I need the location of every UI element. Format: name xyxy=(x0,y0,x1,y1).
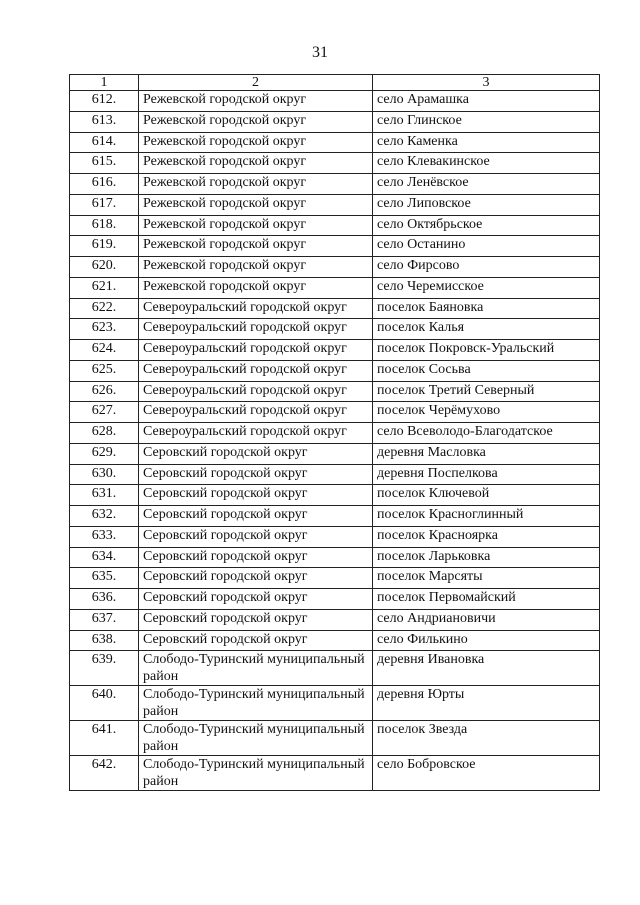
table-row xyxy=(70,721,600,756)
row-number-cell: 627. xyxy=(70,402,139,423)
settlement-cell: село Останино xyxy=(373,236,600,257)
municipality-cell: Режевской городской округ xyxy=(139,277,373,298)
row-number-cell: 641. xyxy=(70,721,139,756)
settlement-cell: село Глинское xyxy=(373,111,600,132)
row-number-cell: 639. xyxy=(70,651,139,686)
municipality-cell: Североуральский городской округ xyxy=(139,360,373,381)
settlement-cell: поселок Марсяты xyxy=(373,568,600,589)
row-number-cell: 623. xyxy=(70,319,139,340)
municipality-cell: Североуральский городской округ xyxy=(139,298,373,319)
municipality-cell: Режевской городской округ xyxy=(139,257,373,278)
table-row xyxy=(70,526,600,547)
municipality-cell: Серовский городской округ xyxy=(139,609,373,630)
table-row xyxy=(70,236,600,257)
row-number-cell: 622. xyxy=(70,298,139,319)
municipality-cell: Серовский городской округ xyxy=(139,589,373,610)
municipality-cell: Серовский городской округ xyxy=(139,443,373,464)
settlement-cell: село Филькино xyxy=(373,630,600,651)
municipality-cell: Режевской городской округ xyxy=(139,236,373,257)
municipality-cell: Слободо-Туринский муниципальный район xyxy=(139,721,373,756)
row-number-cell: 638. xyxy=(70,630,139,651)
table-row xyxy=(70,630,600,651)
page-number: 31 xyxy=(312,44,328,61)
municipality-cell: Североуральский городской округ xyxy=(139,340,373,361)
municipality-cell: Слободо-Туринский муниципальный район xyxy=(139,651,373,686)
municipality-cell: Режевской городской округ xyxy=(139,215,373,236)
settlement-cell: поселок Красноярка xyxy=(373,526,600,547)
settlement-cell: деревня Юрты xyxy=(373,686,600,721)
municipality-cell: Режевской городской округ xyxy=(139,111,373,132)
settlement-cell: село Андриановичи xyxy=(373,609,600,630)
municipality-cell: Режевской городской округ xyxy=(139,132,373,153)
header-cell-number: 1 xyxy=(70,75,139,91)
table-row xyxy=(70,651,600,686)
table-row xyxy=(70,340,600,361)
municipality-cell: Режевской городской округ xyxy=(139,174,373,195)
table-row xyxy=(70,111,600,132)
settlement-cell: деревня Ивановка xyxy=(373,651,600,686)
table-row xyxy=(70,402,600,423)
row-number-cell: 630. xyxy=(70,464,139,485)
settlement-cell: село Клевакинское xyxy=(373,153,600,174)
municipality-cell: Североуральский городской округ xyxy=(139,319,373,340)
settlement-cell: поселок Звезда xyxy=(373,721,600,756)
row-number-cell: 631. xyxy=(70,485,139,506)
row-number-cell: 626. xyxy=(70,381,139,402)
table-row xyxy=(70,506,600,527)
table-row xyxy=(70,686,600,721)
table-row xyxy=(70,257,600,278)
settlement-cell: поселок Черёмухово xyxy=(373,402,600,423)
table-row xyxy=(70,485,600,506)
municipality-cell: Североуральский городской округ xyxy=(139,402,373,423)
municipality-cell: Режевской городской округ xyxy=(139,194,373,215)
table-row xyxy=(70,568,600,589)
settlement-cell: поселок Баяновка xyxy=(373,298,600,319)
table-row xyxy=(70,423,600,444)
settlement-cell: поселок Покровск-Уральский xyxy=(373,340,600,361)
table-row xyxy=(70,756,600,791)
table-row xyxy=(70,215,600,236)
row-number-cell: 614. xyxy=(70,132,139,153)
settlement-cell: поселок Калья xyxy=(373,319,600,340)
table-row xyxy=(70,91,600,112)
settlement-cell: поселок Третий Северный xyxy=(373,381,600,402)
settlement-cell: поселок Красноглинный xyxy=(373,506,600,527)
settlement-cell: село Липовское xyxy=(373,194,600,215)
row-number-cell: 620. xyxy=(70,257,139,278)
settlement-cell: село Арамашка xyxy=(373,91,600,112)
table-row xyxy=(70,194,600,215)
settlement-cell: село Ленёвское xyxy=(373,174,600,195)
row-number-cell: 612. xyxy=(70,91,139,112)
row-number-cell: 621. xyxy=(70,277,139,298)
row-number-cell: 615. xyxy=(70,153,139,174)
settlement-cell: поселок Ключевой xyxy=(373,485,600,506)
settlement-cell: село Бобровское xyxy=(373,756,600,791)
row-number-cell: 616. xyxy=(70,174,139,195)
row-number-cell: 632. xyxy=(70,506,139,527)
header-cell-municipality: 2 xyxy=(139,75,373,91)
municipality-cell: Серовский городской округ xyxy=(139,630,373,651)
table-row xyxy=(70,132,600,153)
municipality-cell: Серовский городской округ xyxy=(139,568,373,589)
settlement-cell: поселок Ларьковка xyxy=(373,547,600,568)
settlement-cell: поселок Сосьва xyxy=(373,360,600,381)
row-number-cell: 628. xyxy=(70,423,139,444)
settlements-table xyxy=(69,74,600,791)
table-row xyxy=(70,153,600,174)
municipality-cell: Серовский городской округ xyxy=(139,506,373,527)
row-number-cell: 636. xyxy=(70,589,139,610)
municipality-cell: Режевской городской округ xyxy=(139,153,373,174)
row-number-cell: 613. xyxy=(70,111,139,132)
row-number-cell: 625. xyxy=(70,360,139,381)
row-number-cell: 618. xyxy=(70,215,139,236)
table-row xyxy=(70,360,600,381)
municipality-cell: Серовский городской округ xyxy=(139,526,373,547)
row-number-cell: 624. xyxy=(70,340,139,361)
table-header-row xyxy=(70,75,600,91)
municipality-cell: Слободо-Туринский муниципальный район xyxy=(139,756,373,791)
settlement-cell: село Черемисское xyxy=(373,277,600,298)
header-cell-settlement: 3 xyxy=(373,75,600,91)
row-number-cell: 635. xyxy=(70,568,139,589)
municipality-cell: Серовский городской округ xyxy=(139,464,373,485)
table-row xyxy=(70,381,600,402)
row-number-cell: 640. xyxy=(70,686,139,721)
row-number-cell: 633. xyxy=(70,526,139,547)
municipality-cell: Североуральский городской округ xyxy=(139,381,373,402)
settlement-cell: село Фирсово xyxy=(373,257,600,278)
settlement-cell: деревня Поспелкова xyxy=(373,464,600,485)
table-row xyxy=(70,298,600,319)
municipality-cell: Слободо-Туринский муниципальный район xyxy=(139,686,373,721)
settlement-cell: село Всеволодо-Благодатское xyxy=(373,423,600,444)
row-number-cell: 619. xyxy=(70,236,139,257)
settlement-cell: поселок Первомайский xyxy=(373,589,600,610)
row-number-cell: 642. xyxy=(70,756,139,791)
table-row xyxy=(70,174,600,195)
settlement-cell: село Октябрьское xyxy=(373,215,600,236)
row-number-cell: 634. xyxy=(70,547,139,568)
row-number-cell: 637. xyxy=(70,609,139,630)
municipality-cell: Серовский городской округ xyxy=(139,485,373,506)
table-row xyxy=(70,277,600,298)
table-row xyxy=(70,589,600,610)
municipality-cell: Режевской городской округ xyxy=(139,91,373,112)
settlement-cell: деревня Масловка xyxy=(373,443,600,464)
settlement-cell: село Каменка xyxy=(373,132,600,153)
table-row xyxy=(70,609,600,630)
municipality-cell: Серовский городской округ xyxy=(139,547,373,568)
table-row xyxy=(70,319,600,340)
table-row xyxy=(70,464,600,485)
row-number-cell: 629. xyxy=(70,443,139,464)
row-number-cell: 617. xyxy=(70,194,139,215)
municipality-cell: Североуральский городской округ xyxy=(139,423,373,444)
table-row xyxy=(70,443,600,464)
table-row xyxy=(70,547,600,568)
